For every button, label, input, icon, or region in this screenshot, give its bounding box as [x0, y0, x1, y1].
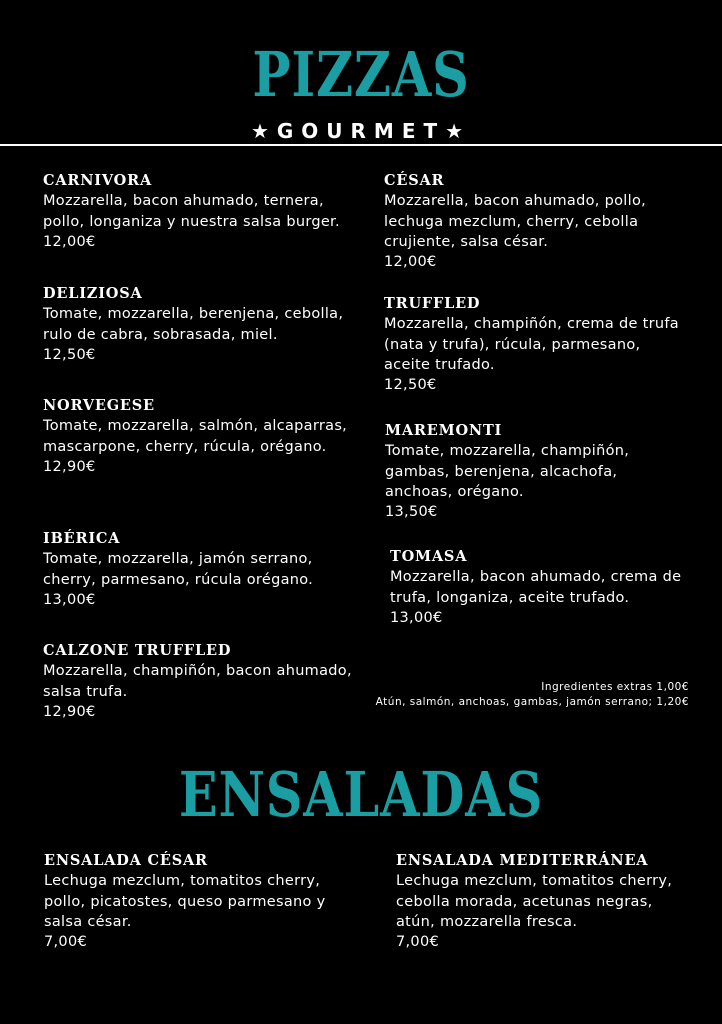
item-description: Mozzarella, bacon ahumado, pollo, lechuga mezclum, cherry, cebolla crujiente, salsa césar.	[384, 193, 647, 250]
item-name: CARNIVORA	[43, 172, 153, 189]
item-name: NORVEGESE	[43, 397, 155, 414]
item-description: Mozzarella, bacon ahumado, crema de trufa, longaniza, aceite trufado.	[390, 569, 682, 606]
item-description: Mozzarella, bacon ahumado, ternera, pollo, longaniza y nuestra salsa burger.	[43, 193, 340, 230]
item-description: Tomate, mozzarella, jamón serrano, cherry, parmesano, rúcula orégano.	[43, 551, 314, 588]
item-price: 13,00€	[390, 609, 443, 626]
menu-item-carnivora	[43, 171, 363, 252]
item-name: ENSALADA MEDITERRÁNEA	[396, 852, 649, 869]
item-name: DELIZIOSA	[43, 285, 143, 302]
menu-item-calzone-truffled	[43, 641, 363, 722]
item-price: 12,90€	[43, 458, 96, 475]
item-name: TRUFFLED	[384, 295, 481, 312]
item-description: Tomate, mozzarella, berenjena, cebolla, rulo de cabra, sobrasada, miel.	[43, 306, 344, 343]
item-price: 12,90€	[43, 703, 96, 720]
item-description: Mozzarella, champiñón, crema de trufa (nata y trufa), rúcula, parmesano, aceite trufado.	[384, 316, 679, 373]
item-name: ENSALADA CÉSAR	[44, 852, 208, 869]
menu-item-ensalada-mediterranea	[396, 851, 696, 952]
menu-item-ensalada-cesar	[44, 851, 364, 952]
menu-item-deliziosa	[43, 284, 363, 365]
item-description: Lechuga mezclum, tomatitos cherry, cebolla morada, acetunas negras, atún, mozzarella fresca.	[396, 873, 673, 930]
item-description: Tomate, mozzarella, salmón, alcaparras, mascarpone, cherry, rúcula, orégano.	[43, 418, 348, 455]
extras-line-2: Atún, salmón, anchoas, gambas, jamón serrano; 1,20€	[375, 696, 689, 708]
item-price: 12,50€	[43, 346, 96, 363]
item-name: CALZONE TRUFFLED	[43, 642, 232, 659]
menu-item-iberica	[43, 529, 363, 610]
header-divider	[0, 144, 722, 146]
item-name: MAREMONTI	[385, 422, 503, 439]
item-name: TOMASA	[390, 548, 468, 565]
item-name: IBÉRICA	[43, 530, 121, 547]
gourmet-subtitle: ★GOURMET★	[250, 119, 472, 143]
item-price: 7,00€	[396, 934, 440, 951]
menu-item-cesar	[384, 171, 684, 272]
item-description: Lechuga mezclum, tomatitos cherry, pollo, picatostes, queso parmesano y salsa césar.	[44, 873, 326, 930]
menu-item-norvegese	[43, 396, 363, 477]
item-price: 13,00€	[43, 591, 96, 608]
item-description: Tomate, mozzarella, champiñón, gambas, berenjena, alcachofa, anchoas, orégano.	[385, 443, 630, 500]
item-price: 7,00€	[44, 934, 88, 951]
item-price: 12,50€	[384, 377, 437, 394]
menu-item-truffled	[384, 294, 684, 395]
extras-note	[376, 680, 689, 710]
item-price: 13,50€	[385, 504, 438, 521]
item-price: 12,00€	[43, 233, 96, 250]
ensaladas-title: ENSALADAS	[178, 758, 544, 831]
menu-item-maremonti	[385, 421, 685, 522]
pizzas-title: PIZZAS	[252, 38, 470, 111]
item-description: Mozzarella, champiñón, bacon ahumado, salsa trufa.	[43, 663, 352, 700]
extras-line-1: Ingredientes extras 1,00€	[541, 681, 689, 693]
menu-item-tomasa	[390, 547, 690, 628]
item-name: CÉSAR	[384, 172, 445, 189]
item-price: 12,00€	[384, 254, 437, 271]
